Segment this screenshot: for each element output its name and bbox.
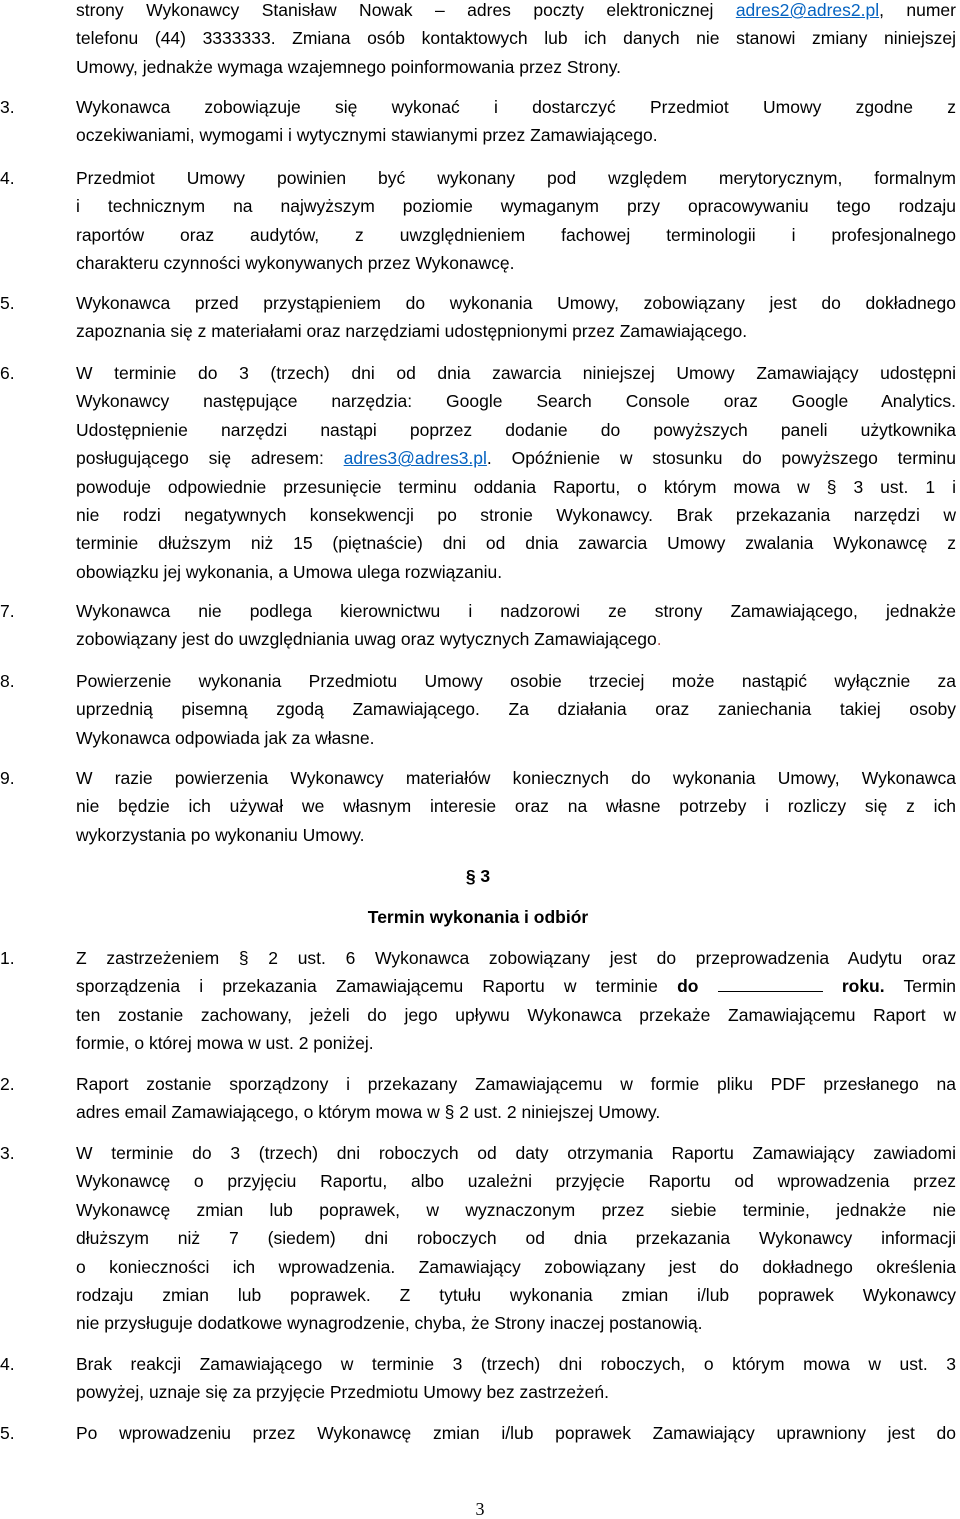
text-line: uprzednią pisemną zgodą Zamawiającego. Za działania oraz zaniechania takiej osoby bbox=[76, 699, 956, 720]
text-line: terminie dłuższym niż 15 (piętnaście) dni od dnia zawarcia Umowy zwalania Wykonawcę z bbox=[76, 533, 956, 554]
text-line: formie, o której mowa w ust. 2 poniżej. bbox=[76, 1033, 374, 1054]
bold-text: roku. bbox=[841, 976, 885, 997]
text-segment: posługującego się adresem: bbox=[76, 448, 344, 469]
paragraph-body bbox=[76, 164, 956, 278]
text-line: zapoznania się z materiałami oraz narzędziami udostępnionymi przez Zamawiającego. bbox=[76, 321, 748, 342]
paragraph-item-5 bbox=[0, 289, 956, 346]
item-number: 5. bbox=[0, 293, 15, 313]
red-period: . bbox=[656, 629, 662, 650]
text-line: Wykonawca nie podlega kierownictwu i nadzorowi ze strony Zamawiającego, jednakże bbox=[76, 601, 956, 621]
text-line: obowiązku jej wykonania, a Umowa ulega rozwiązaniu. bbox=[76, 561, 503, 582]
text-segment: strony Wykonawcy Stanisław Nowak – adres poczty elektronicznej bbox=[76, 0, 736, 20]
text-line: nie będzie ich używał we własnym interesie oraz na własne potrzeby i rozliczy się z ich bbox=[76, 796, 956, 817]
text-segment: Termin bbox=[884, 976, 956, 997]
section-title: Termin wykonania i odbiór bbox=[367, 907, 589, 927]
paragraph-item-3 bbox=[0, 93, 956, 150]
text-line: wykorzystania po wykonaniu Umowy. bbox=[76, 824, 365, 845]
item-number: 1. bbox=[0, 948, 15, 968]
paragraph-body bbox=[76, 1139, 956, 1338]
text-line bbox=[76, 972, 956, 1000]
paragraph-item-9 bbox=[0, 764, 956, 849]
text-segment: . Opóźnienie w stosunku do powyższego terminu bbox=[486, 448, 956, 469]
paragraph-body bbox=[76, 93, 956, 150]
text-line: Wykonawcę o przyjęciu Raportu, albo uzależni przyjęcie Raportu od wprowadzenia przez bbox=[76, 1171, 956, 1192]
text-line: dłuższym niż 7 (siedem) dni roboczych od dnia przekazania Wykonawcy informacji bbox=[76, 1228, 956, 1249]
paragraph-body bbox=[76, 289, 956, 346]
paragraph-body bbox=[76, 764, 956, 849]
paragraph-item-4 bbox=[0, 164, 956, 278]
text-line: Wykonawca odpowiada jak za własne. bbox=[76, 727, 375, 748]
text-line: i technicznym na najwyższym poziomie wymaganym przy opracowywaniu tego rodzaju bbox=[76, 196, 956, 217]
text-line bbox=[76, 0, 956, 24]
text-line: powoduje odpowiednie przesunięcie terminu oddania Raportu, o którym mowa w § 3 ust. 1 i bbox=[76, 476, 956, 497]
text-line: Powierzenie wykonania Przedmiotu Umowy osobie trzeciej może nastąpić wyłącznie za bbox=[76, 671, 956, 691]
paragraph-body bbox=[76, 944, 956, 1058]
section-symbol: § 3 bbox=[465, 866, 491, 886]
text-line: Wykonawca przed przystąpieniem do wykonania Umowy, zobowiązany jest do dokładnego bbox=[76, 293, 956, 313]
paragraph-body bbox=[76, 1070, 956, 1127]
text-line: Po wprowadzeniu przez Wykonawcę zmian i/lub poprawek Zamawiający uprawniony jest do bbox=[76, 1423, 956, 1443]
paragraph-s3-item-3 bbox=[0, 1139, 956, 1338]
text-line: Wykonawcę zmian lub poprawek, w wyznaczonym przez siebie terminie, jednakże nie bbox=[76, 1199, 956, 1220]
text-line: W terminie do 3 (trzech) dni roboczych od daty otrzymania Raportu Zamawiający zawiadomi bbox=[76, 1143, 956, 1163]
text-line: telefonu (44) 3333333. Zmiana osób kontaktowych lub ich danych nie stanowi zmiany niniejszej bbox=[76, 28, 956, 49]
text-line bbox=[76, 625, 956, 653]
text-line: nie przysługuje dodatkowe wynagrodzenie, chyba, że Strony inaczej postanowią. bbox=[76, 1313, 703, 1334]
item-number: 4. bbox=[0, 1354, 15, 1374]
text-line: Przedmiot Umowy powinien być wykonany pod względem merytorycznym, formalnym bbox=[76, 168, 956, 188]
text-line: Raport zostanie sporządzony i przekazany Zamawiającemu w formie pliku PDF przesłanego na bbox=[76, 1074, 956, 1094]
paragraph-s3-item-5 bbox=[0, 1419, 956, 1447]
text-line: Umowy, jednakże wymaga wzajemnego poinformowania przez Strony. bbox=[76, 56, 622, 77]
paragraph-item-7 bbox=[0, 597, 956, 654]
paragraph-item-6 bbox=[0, 359, 956, 586]
text-line: W terminie do 3 (trzech) dni od dnia zawarcia niniejszej Umowy Zamawiający udostępni bbox=[76, 363, 956, 383]
text-line: Wykonawcy następujące narzędzia: Google Search Console oraz Google Analytics. bbox=[76, 391, 956, 412]
text-line: rodzaju zmian lub poprawek. Z tytułu wykonania zmian i/lub poprawek Wykonawcy bbox=[76, 1284, 956, 1305]
paragraph-body bbox=[76, 597, 956, 654]
text-line: adres email Zamawiającego, o którym mowa w § 2 ust. 2 niniejszej Umowy. bbox=[76, 1102, 661, 1123]
text-line bbox=[76, 444, 956, 472]
paragraph-s3-item-2 bbox=[0, 1070, 956, 1127]
paragraph-body bbox=[76, 1350, 956, 1407]
text-line: nie rodzi negatywnych konsekwencji po stronie Wykonawcy. Brak przekazania narzędzi w bbox=[76, 504, 956, 525]
item-number: 8. bbox=[0, 671, 15, 691]
paragraph-body bbox=[76, 0, 956, 81]
paragraph-item-8 bbox=[0, 667, 956, 752]
text-line: o konieczności ich wprowadzenia. Zamawiający zobowiązany jest do dokładnego określenia bbox=[76, 1256, 956, 1277]
text-segment: , numer bbox=[879, 0, 956, 20]
text-line: W razie powierzenia Wykonawcy materiałów koniecznych do wykonania Umowy, Wykonawca bbox=[76, 768, 956, 788]
item-number: 9. bbox=[0, 768, 15, 788]
item-number: 2. bbox=[0, 1074, 15, 1094]
paragraph-s3-item-4 bbox=[0, 1350, 956, 1407]
text-line: charakteru czynności wykonywanych przez Wykonawcę. bbox=[76, 253, 515, 274]
bold-text: do bbox=[677, 976, 699, 997]
item-number: 7. bbox=[0, 601, 15, 621]
text-line: Udostępnienie narzędzi nastąpi poprzez dodanie do powyższych paneli użytkownika bbox=[76, 419, 956, 440]
email-link-adres2[interactable]: adres2@adres2.pl bbox=[735, 0, 880, 20]
paragraph-intro bbox=[0, 0, 956, 81]
item-number: 4. bbox=[0, 168, 15, 188]
text-line: powyżej, uznaje się za przyjęcie Przedmiotu Umowy bez zastrzeżeń. bbox=[76, 1382, 609, 1403]
paragraph-body bbox=[76, 359, 956, 586]
item-number: 6. bbox=[0, 363, 15, 383]
text-line: Z zastrzeżeniem § 2 ust. 6 Wykonawca zobowiązany jest do przeprowadzenia Audytu oraz bbox=[76, 948, 956, 968]
text-line: oczekiwaniami, wymogami i wytycznymi stawianymi przez Zamawiającego. bbox=[76, 125, 658, 146]
paragraph-s3-item-1 bbox=[0, 944, 956, 1058]
item-number: 5. bbox=[0, 1423, 15, 1443]
blank-fill-line bbox=[718, 977, 823, 992]
text-line: Brak reakcji Zamawiającego w terminie 3 (trzech) dni roboczych, o którym mowa w ust. 3 bbox=[76, 1354, 956, 1374]
text-line: Wykonawca zobowiązuje się wykonać i dostarczyć Przedmiot Umowy zgodne z bbox=[76, 97, 956, 117]
text-line: ten zostanie zachowany, jeżeli do jego upływu Wykonawca przekaże Zamawiającemu Raport w bbox=[76, 1004, 956, 1025]
text-line: raportów oraz audytów, z uwzględnieniem fachowej terminologii i profesjonalnego bbox=[76, 224, 956, 245]
item-number: 3. bbox=[0, 1143, 15, 1163]
paragraph-body bbox=[76, 1419, 956, 1447]
email-link-adres3[interactable]: adres3@adres3.pl bbox=[343, 448, 487, 469]
item-number: 3. bbox=[0, 97, 15, 117]
page-number: 3 bbox=[475, 1499, 485, 1519]
text-segment: sporządzenia i przekazania Zamawiającemu Raportu w terminie bbox=[76, 976, 678, 997]
paragraph-body bbox=[76, 667, 956, 752]
text-segment: zobowiązany jest do uwzględniania uwag oraz wytycznych Zamawiającego bbox=[76, 629, 657, 650]
